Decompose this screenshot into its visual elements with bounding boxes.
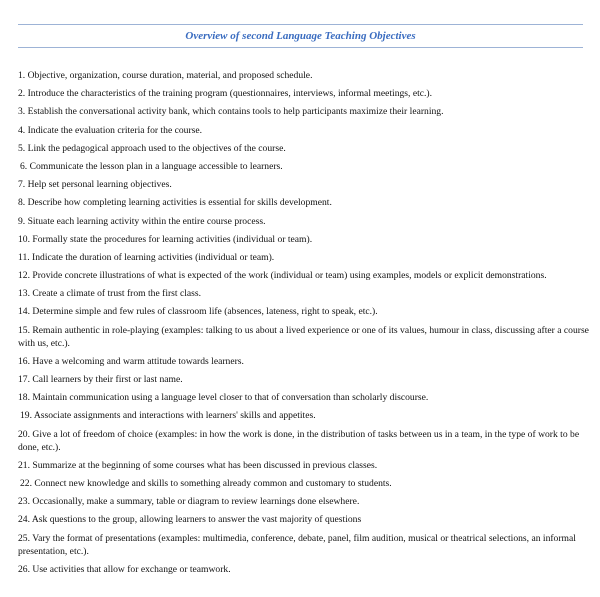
document-title: Overview of second Language Teaching Objectives (185, 30, 416, 42)
list-item: 25. Vary the format of presentations (examples: multimedia, conference, debate, panel, film audition, musical or theatrical selections, an informal presentation, etc.). (18, 532, 576, 557)
list-item: 21. Summarize at the beginning of some courses what has been discussed in previous classes. (18, 459, 378, 471)
list-item: 11. Indicate the duration of learning activities (individual or team). (18, 251, 275, 263)
list-item: 4. Indicate the evaluation criteria for the course. (18, 124, 203, 136)
list-item: 23. Occasionally, make a summary, table or diagram to review learnings done elsewhere. (18, 496, 360, 508)
list-item: 17. Call learners by their first or last name. (18, 374, 183, 385)
objectives-list (18, 69, 590, 581)
list-item: 16. Have a welcoming and warm attitude towards learners. (18, 355, 244, 367)
list-item: 20. Give a lot of freedom of choice (examples: in how the work is done, in the distribution of tasks between us in a team, in the type of work to be done, etc.). (18, 428, 580, 453)
list-item: 10. Formally state the procedures for learning activities (individual or team). (18, 233, 313, 245)
list-item: 1. Objective, organization, course duration, material, and proposed schedule. (18, 70, 313, 81)
list-item: 7. Help set personal learning objectives. (18, 179, 172, 191)
list-item: 24. Ask questions to the group, allowing learners to answer the vast majority of questions (18, 514, 362, 526)
list-item: 8. Describe how completing learning activities is essential for skills development. (18, 197, 332, 209)
list-item: 2. Introduce the characteristics of the training program (questionnaires, interviews, informal meetings, etc.). (18, 88, 432, 100)
list-item: 18. Maintain communication using a language level closer to that of conversation than scholarly discourse. (18, 392, 429, 404)
document-title-bar (18, 24, 583, 48)
list-item: 6. Communicate the lesson plan in a language accessible to learners. (20, 160, 283, 172)
list-item: 9. Situate each learning activity within the entire course process. (18, 215, 266, 227)
list-item: 12. Provide concrete illustrations of what is expected of the work (individual or team) using examples, models or explicit demonstrations. (18, 270, 547, 282)
list-item: 3. Establish the conversational activity bank, which contains tools to help participants maximize their learning. (18, 106, 444, 118)
list-item: 26. Use activities that allow for exchange or teamwork. (18, 563, 231, 575)
list-item: 14. Determine simple and few rules of classroom life (absences, lateness, right to speak, etc.). (18, 306, 378, 318)
list-item: 13. Create a climate of trust from the first class. (18, 288, 202, 300)
list-item: 5. Link the pedagogical approach used to the objectives of the course. (18, 142, 286, 154)
list-item: 19. Associate assignments and interactions with learners' skills and appetites. (20, 410, 316, 422)
list-item: 22. Connect new knowledge and skills to something already common and customary to students. (20, 477, 392, 489)
list-item: 15. Remain authentic in role-playing (examples: talking to us about a lived experience or one of its values, humour in class, discussing after a course with us, etc.). (18, 324, 589, 349)
